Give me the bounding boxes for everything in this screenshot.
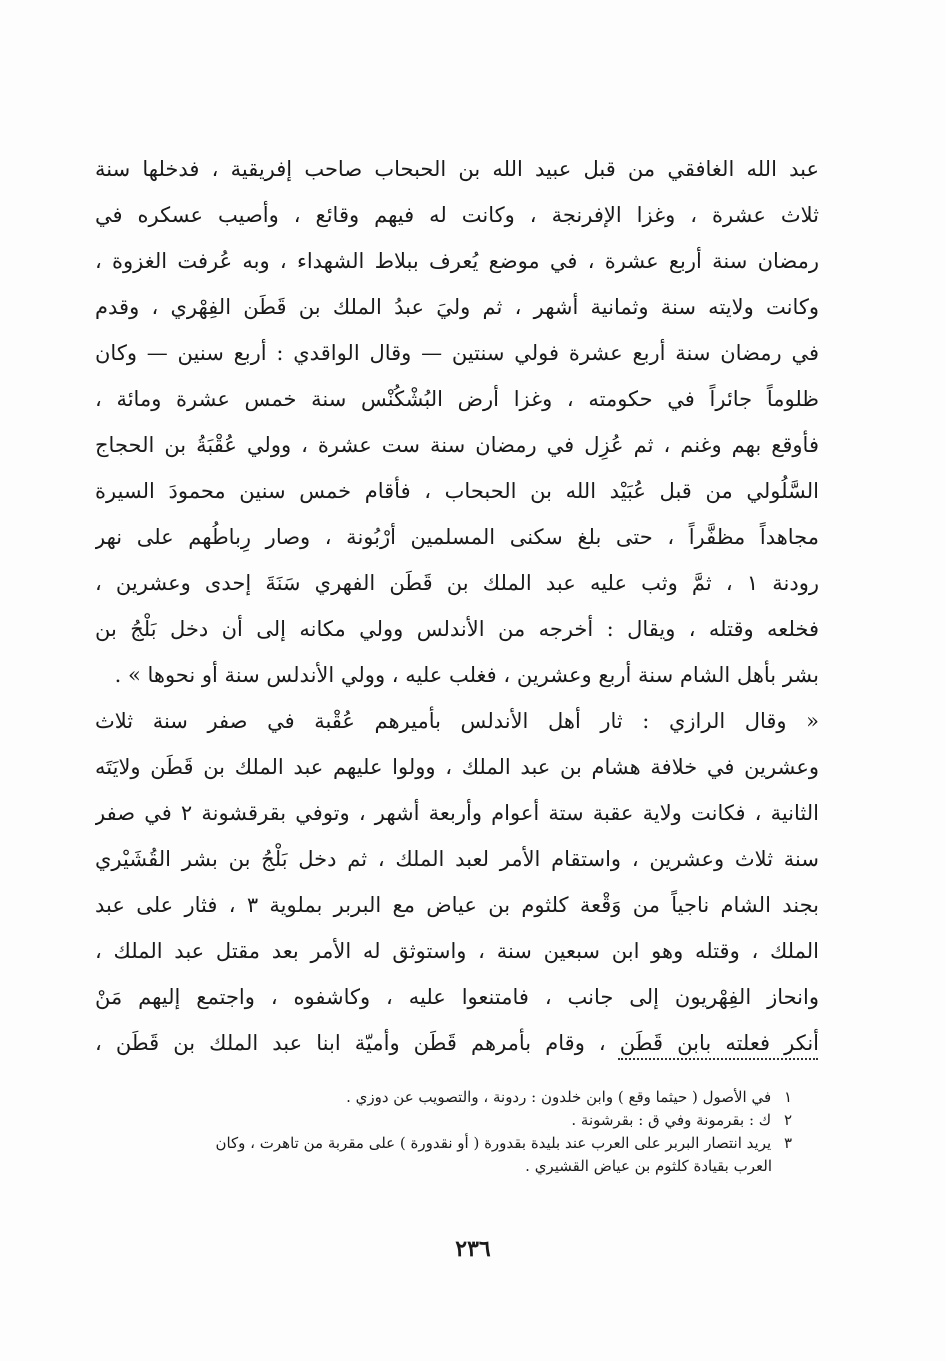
footnote-text: ك : بقرمونة وفي ق : بقرشونة . bbox=[571, 1111, 772, 1129]
text-line: وعشرين في خلافة هشام بن عبد الملك ، وولوا عليهم عبد الملك بن قَطَن ولايَتَه bbox=[95, 755, 819, 779]
text-line: مجاهداً مظفَّراً ، حتى بلغ سكنى المسلمين أرْبُونة ، وصار رِباطُهم على نهر bbox=[95, 525, 819, 549]
text-line: فأوقع بهم وغنم ، ثم عُزِل في رمضان سنة ست عشرة ، وولي عُقْبَةُ بن الحجاج bbox=[95, 433, 819, 457]
page-number: ٢٣٦ bbox=[455, 1236, 491, 1262]
text-line: سنة ثلاث وعشرين ، واستقام الأمر لعبد الملك ، ثم دخل بَلْجُ بن بشر القُشَيْري bbox=[95, 847, 819, 871]
footnote-number: ١ bbox=[783, 1088, 792, 1106]
footnote-number: ٣ bbox=[783, 1134, 792, 1152]
text-line: الملك ، وقتله وهو ابن سبعين سنة ، واستوثق له الأمر بعد مقتل عبد الملك ، bbox=[95, 939, 819, 963]
text-line: في رمضان سنة أربع عشرة فولي سنتين — وقال الواقدي : أربع سنين — وكان bbox=[95, 341, 819, 365]
text-line: أنكر فعلته بابن قَطَن ، وقام بأمرهم قَطَن وأميّة ابنا عبد الملك بن قَطَن ، bbox=[95, 1031, 819, 1055]
text-line: ظلوماً جائراً في حكومته ، وغزا أرض البُشْكُنْس سنة خمس عشرة ومائة ، bbox=[95, 387, 819, 411]
text-line: السَّلُولي من قبل عُبَيْد الله بن الحبحاب ، فأقام خمس سنين محمودَ السيرة bbox=[95, 479, 819, 503]
text-line: ثلاث عشرة ، وغزا الإفرنجة ، وكانت له فيهم وقائع ، وأصيب عسكره في bbox=[95, 203, 819, 227]
footnotes bbox=[95, 1086, 792, 1178]
text-line: رودنة ١ ، ثمَّ وثب عليه عبد الملك بن قَطَن الفهري سَنَةَ إحدى وعشرين ، bbox=[95, 571, 819, 595]
footnote-divider bbox=[618, 1058, 818, 1060]
footnote-continuation: العرب بقيادة كلثوم بن عياض القشيري . bbox=[525, 1157, 772, 1175]
footnote bbox=[95, 1086, 792, 1109]
text-line: وكانت ولايته سنة وثمانية أشهر ، ثم وليَ عبدُ الملك بن قَطَن الفِهْري ، وقدم bbox=[95, 295, 819, 319]
main-text bbox=[95, 146, 819, 1066]
text-line: فخلعه وقتله ، ويقال : أخرجه من الأندلس وولي مكانه إلى أن دخل بَلْجُ بن bbox=[95, 617, 819, 641]
text-line: رمضان سنة أربع عشرة ، في موضع يُعرف ببلاط الشهداء ، وبه عُرفت الغزوة ، bbox=[95, 249, 819, 273]
footnote-text: في الأصول ( حيثما وقع ) وابن خلدون : ردونة ، والتصويب عن دوزي . bbox=[346, 1088, 772, 1106]
text-line: الثانية ، فكانت ولاية عقبة ستة أعوام وأربعة أشهر ، وتوفي بقرقشونة ٢ في صفر bbox=[95, 801, 819, 825]
footnote bbox=[95, 1109, 792, 1132]
text-line: بشر بأهل الشام سنة أربع وعشرين ، فغلب عليه ، وولي الأندلس سنة أو نحوها » . bbox=[114, 663, 819, 687]
text-line: بجند الشام ناجياً من وَقْعة كلثوم بن عياض مع البربر بملوية ٣ ، فثار على عبد bbox=[95, 893, 819, 917]
footnote bbox=[95, 1132, 792, 1155]
text-line: وانحاز الفِهْريون إلى جانب ، فامتنعوا عليه ، وكاشفوه ، واجتمع إليهم مَنْ bbox=[95, 985, 819, 1009]
text-line: « وقال الرازي : ثار أهل الأندلس بأميرهم عُقْبة في صفر سنة ثلاث bbox=[95, 709, 819, 733]
footnote-number: ٢ bbox=[783, 1111, 792, 1129]
text-line: عبد الله الغافقي من قبل عبيد الله بن الحبحاب صاحب إفريقية ، فدخلها سنة bbox=[95, 157, 819, 181]
footnote-text: يريد انتصار البربر على العرب عند بليدة بقدورة ( أو نقدورة ) على مقربة من تاهرت ، وكان bbox=[215, 1134, 772, 1152]
